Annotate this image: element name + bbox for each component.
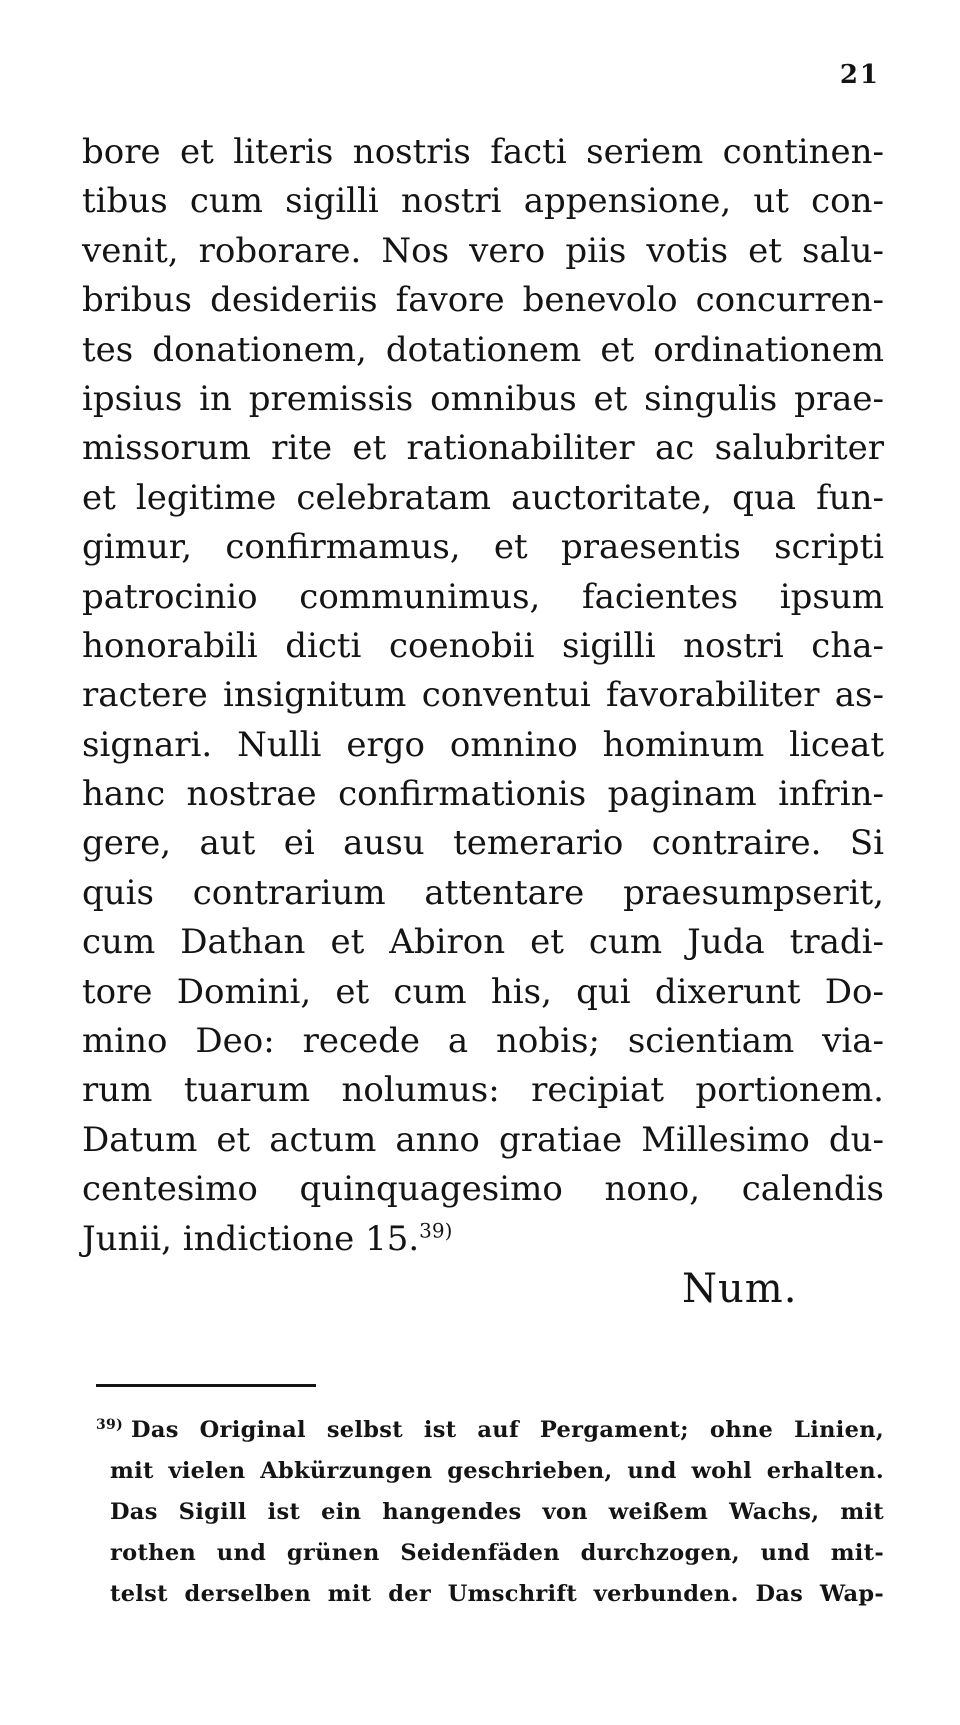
body-line: venit, roborare. Nos vero piis votis et salu- (82, 230, 884, 271)
footnote-reference[interactable]: 39) (419, 1218, 453, 1243)
footnote-marker: 39) (96, 1416, 124, 1433)
body-line: cum Dathan et Abiron et cum Juda tradi- (82, 922, 884, 963)
body-line: ractere insignitum conventui favorabiliter as- (82, 675, 884, 716)
body-line: tes donationem, dotationem et ordinationem (82, 329, 884, 370)
page-number: 21 (839, 60, 880, 90)
body-line: et legitime celebratam auctoritate, qua fun- (82, 477, 884, 518)
body-line: patrocinio communimus, facientes ipsum (82, 576, 884, 617)
footnote-line-first (96, 1410, 884, 1451)
last-line-text: Junii, indictione 15. (82, 1218, 420, 1259)
footnote-first-text: Das Original selbst ist auf Pergament; ohne Linien, (131, 1417, 884, 1443)
body-line: Datum et actum anno gratiae Millesimo du- (82, 1119, 884, 1160)
body-line: ipsius in premissis omnibus et singulis prae- (82, 378, 884, 419)
body-line: centesimo quinquagesimo nono, calendis (82, 1169, 884, 1210)
body-line: rum tuarum nolumus: recipiat portionem. (82, 1070, 884, 1111)
body-line: tore Domini, et cum his, qui dixerunt Do- (82, 971, 884, 1012)
footnote-line: mit vielen Abkürzungen geschrieben, und wohl erhalten. (110, 1458, 884, 1484)
footnote (96, 1410, 884, 1615)
body-line-last (82, 1215, 884, 1264)
footnote-line: Das Sigill ist ein hangendes von weißem Wachs, mit (110, 1499, 884, 1525)
body-line: bribus desideriis favore benevolo concurren- (82, 280, 884, 321)
footnote-separator (96, 1384, 316, 1387)
body-line: gimur, confirmamus, et praesentis scripti (82, 527, 884, 568)
body-line: hanc nostrae confirmationis paginam infrin- (82, 774, 884, 815)
body-line: missorum rite et rationabiliter ac salubriter (82, 428, 884, 469)
body-line: tibus cum sigilli nostri appensione, ut con- (82, 181, 884, 222)
catchword: Num. (682, 1266, 798, 1312)
body-line: gere, aut ei ausu temerario contraire. Si (82, 823, 884, 864)
body-line: honorabili dicti coenobii sigilli nostri cha- (82, 625, 884, 666)
footnote-line: rothen und grünen Seidenfäden durchzogen, und mit- (110, 1540, 884, 1566)
body-line: signari. Nulli ergo omnino hominum liceat (82, 724, 884, 765)
body-text (82, 128, 884, 1264)
body-line: mino Deo: recede a nobis; scientiam via- (82, 1021, 884, 1062)
body-line: quis contrarium attentare praesumpserit, (82, 872, 884, 913)
footnote-line: telst derselben mit der Umschrift verbunden. Das Wap- (110, 1581, 884, 1607)
body-line: bore et literis nostris facti seriem continen- (82, 132, 884, 172)
